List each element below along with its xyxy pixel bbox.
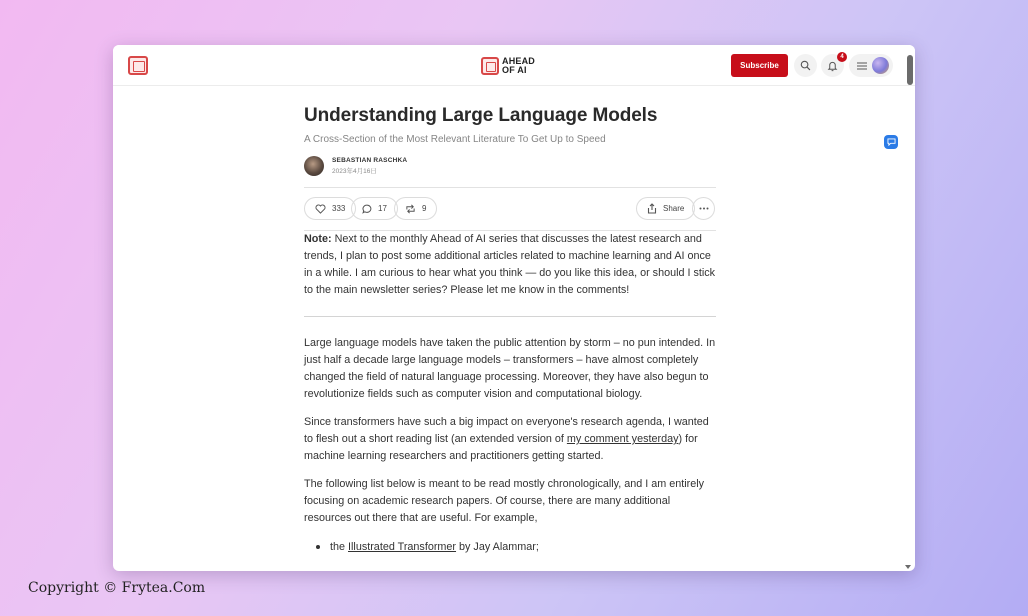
list-item-suffix: by Jay Alammar;: [456, 541, 539, 553]
logo-wordmark: [502, 57, 535, 75]
list-item-prefix: the: [330, 541, 349, 553]
article-subtitle: A Cross-Section of the Most Relevant Literature To Get Up to Speed: [304, 134, 606, 145]
bullet: [316, 545, 320, 549]
more-options-button[interactable]: [692, 197, 715, 220]
logo-mark-icon: [481, 57, 499, 75]
translate-extension-icon[interactable]: [884, 135, 898, 149]
article: [304, 86, 716, 556]
section-divider: [304, 316, 716, 317]
post-date: 2023年4月16日: [332, 167, 377, 175]
publication-small-logo[interactable]: [128, 56, 148, 75]
top-navbar: [113, 45, 915, 86]
scrollbar-thumb[interactable]: [907, 55, 913, 85]
author-name[interactable]: SEBASTIAN RASCHKA: [332, 156, 408, 164]
article-title: Understanding Large Language Models: [304, 105, 658, 126]
publication-logo[interactable]: [481, 56, 535, 76]
resource-list: [304, 539, 716, 556]
paragraph-1: Large language models have taken the public attention by storm – no pun intended. In just half a decade large language models – transformers – have almost completely changed the field of natural language processing. Moreover, they have also begun to revolutionize fields such as computer vision and computational biology.: [304, 337, 716, 400]
editor-note: [304, 231, 716, 299]
paragraph-2-text-a: Since transformers have such a big impact on everyone's research agenda, I wanted to flesh out a short reading list (an extended version of: [304, 416, 709, 445]
copyright-watermark: Copyright © Frytea.Com: [28, 580, 206, 596]
comment-button[interactable]: [351, 197, 398, 220]
notification-count-badge: 4: [837, 52, 847, 62]
article-body: [304, 231, 716, 556]
list-item-text: [330, 539, 539, 556]
byline: [304, 155, 716, 177]
hamburger-menu-icon: [857, 62, 867, 70]
share-label: Share: [663, 204, 685, 213]
post-actions-bar: [304, 188, 716, 230]
user-avatar: [872, 57, 889, 74]
account-menu-button[interactable]: [849, 54, 893, 77]
search-button[interactable]: [794, 54, 817, 77]
subscribe-button[interactable]: Subscribe: [731, 54, 788, 77]
logo-line-1: AHEAD: [502, 56, 536, 66]
paragraph-3: The following list below is meant to be read mostly chronologically, and I am entirely focusing on academic research papers. Of course, there are many additional resources out there that are useful. For example,: [304, 478, 705, 524]
like-count: 333: [332, 204, 346, 213]
illustrated-transformer-link[interactable]: Illustrated Transformer: [348, 541, 457, 553]
restack-button[interactable]: [394, 197, 437, 220]
list-item: [308, 539, 716, 556]
author-avatar[interactable]: [304, 156, 324, 176]
restack-count: 9: [422, 204, 427, 213]
paragraph-2: [304, 414, 716, 465]
share-button[interactable]: [636, 197, 695, 220]
comment-link[interactable]: my comment yesterday: [566, 433, 679, 445]
note-label: Note:: [304, 233, 332, 245]
search-icon: [800, 60, 811, 71]
restack-icon: [405, 204, 416, 214]
note-text: Next to the monthly Ahead of AI series that discusses the latest research and trends, I plan to post some additional articles related to machine learning and AI once in a while. I am curious to hear what you think — do you like this idea, or should I stick to the main newsletter series? Please let me know in the comments!: [304, 233, 716, 296]
ellipsis-icon: [699, 207, 709, 210]
scroll-down-arrow-icon[interactable]: [905, 565, 911, 569]
comment-icon: [362, 204, 372, 214]
bell-icon: [827, 60, 838, 72]
chat-bubble-icon: [887, 138, 896, 146]
comment-count: 17: [378, 204, 387, 213]
paragraph-2-text-b: ) for machine learning researchers and practitioners getting started.: [304, 433, 698, 462]
heart-icon: [315, 204, 326, 214]
share-icon: [647, 203, 657, 214]
like-button[interactable]: [304, 197, 356, 220]
logo-line-2: OF AI: [502, 65, 527, 75]
browser-window: [113, 45, 915, 571]
